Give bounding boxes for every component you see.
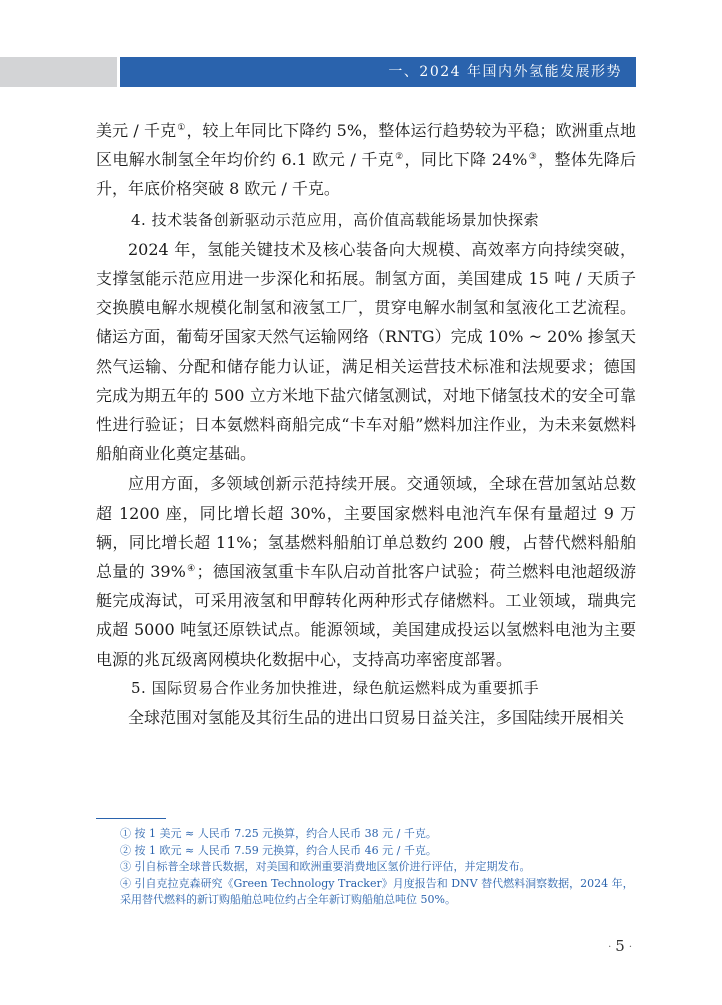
footnote-4: ④ 引自克拉克森研究《Green Technology Tracker》月度报告和 DNV 替代燃料洞察数据，2024 年，采用替代燃料的新订购船舶总吨位约占全年新订购船舶总吨位 50%。 bbox=[120, 876, 634, 906]
footnote-1: ① 按 1 美元 ≈ 人民币 7.25 元换算，约合人民币 38 元 / 千克。 bbox=[120, 827, 437, 840]
paragraph-trade: 全球范围对氢能及其衍生品的进出口贸易日益关注，多国陆续开展相关 bbox=[128, 708, 625, 728]
footnote-mark-2: ② bbox=[395, 151, 404, 162]
text-segment: ，同比下降 24% bbox=[404, 150, 528, 170]
text-segment: 美元 / 千克 bbox=[96, 121, 177, 140]
header-gray-tab bbox=[0, 57, 117, 87]
footnote-3: ③ 引自标普全球普氏数据，对美国和欧洲重要消费地区氢价进行评估，并定期发布。 bbox=[120, 860, 531, 873]
heading-5: 5. 国际贸易合作业务加快推进，绿色航运燃料成为重要抓手 bbox=[131, 678, 540, 697]
page-number-value: 5 bbox=[615, 937, 625, 955]
paragraph-applications bbox=[96, 469, 636, 673]
text-segment: ，较上年同比下降约 5%，整体运行趋势较为平稳；欧洲重点地区电解水制氢全年均价约 6.1 欧元 / 千克 bbox=[96, 121, 636, 170]
heading-4: 4. 技术装备创新驱动示范应用，高价值高载能场景加快探索 bbox=[131, 210, 540, 229]
text-segment: ，整体先降后升，年底价格突破 8 欧元 / 千克。 bbox=[96, 150, 636, 199]
footnote-mark-3: ③ bbox=[528, 151, 538, 162]
page-number bbox=[604, 937, 636, 955]
footnote-2: ② 按 1 欧元 ≈ 人民币 7.59 元换算，约合人民币 46 元 / 千克。 bbox=[120, 843, 437, 857]
main-text bbox=[96, 116, 636, 732]
paragraph-technology: 2024 年，氢能关键技术及核心装备向大规模、高效率方向持续突破，支撑氢能示范应用进一步深化和拓展。制氢方面，美国建成 15 吨 / 天质子交换膜电解水规模化制氢和液氢工厂，贯穿电解水制氢和氢液化工艺流程。储运方面，葡萄牙国家天然气运输网络（RNTG）完成 10% ~ 20% 掺氢天然气运输、分配和储存能力认证，满足相关运营技术标准和法规要求；德国完成为期五年的 500 立方米地下盐穴储氢测试，对地下储氢技术的安全可靠性进行验证；日本氨燃料商船完成“卡车对船”燃料加注作业，为未来氨燃料船舶商业化奠定基础。 bbox=[96, 239, 636, 464]
section-title: 一、2024 年国内外氢能发展形势 bbox=[388, 64, 622, 80]
footnote-mark-1: ① bbox=[177, 122, 186, 133]
paragraph-price-continued bbox=[96, 116, 636, 204]
footnote-mark-4: ④ bbox=[186, 563, 196, 574]
header-bar bbox=[120, 57, 636, 87]
page-dot-right: · bbox=[628, 941, 632, 953]
text-segment: ；德国液氢重卡车队启动首批客户试验；荷兰燃料电池超级游艇完成海试，可采用液氢和甲醇转化两种形式存储燃料。工业领域，瑞典完成超 5000 吨氢还原铁试点。能源领域，美国建成投运以氢燃料电池为主要电源的兆瓦级离网模块化数据中心，支持高功率密度部署。 bbox=[96, 562, 636, 669]
text-segment: 应用方面，多领域创新示范持续开展。交通领域，全球在营加氢站总数超 1200 座，同比增长超 30%，主要国家燃料电池汽车保有量超过 9 万辆，同比增长超 11%；氢基燃料船舶订单总数约 200 艘，占替代燃料船舶总量的 39% bbox=[96, 474, 636, 582]
page-dot-left: · bbox=[608, 941, 612, 953]
footnotes bbox=[96, 826, 636, 909]
footnote-divider bbox=[96, 818, 166, 819]
